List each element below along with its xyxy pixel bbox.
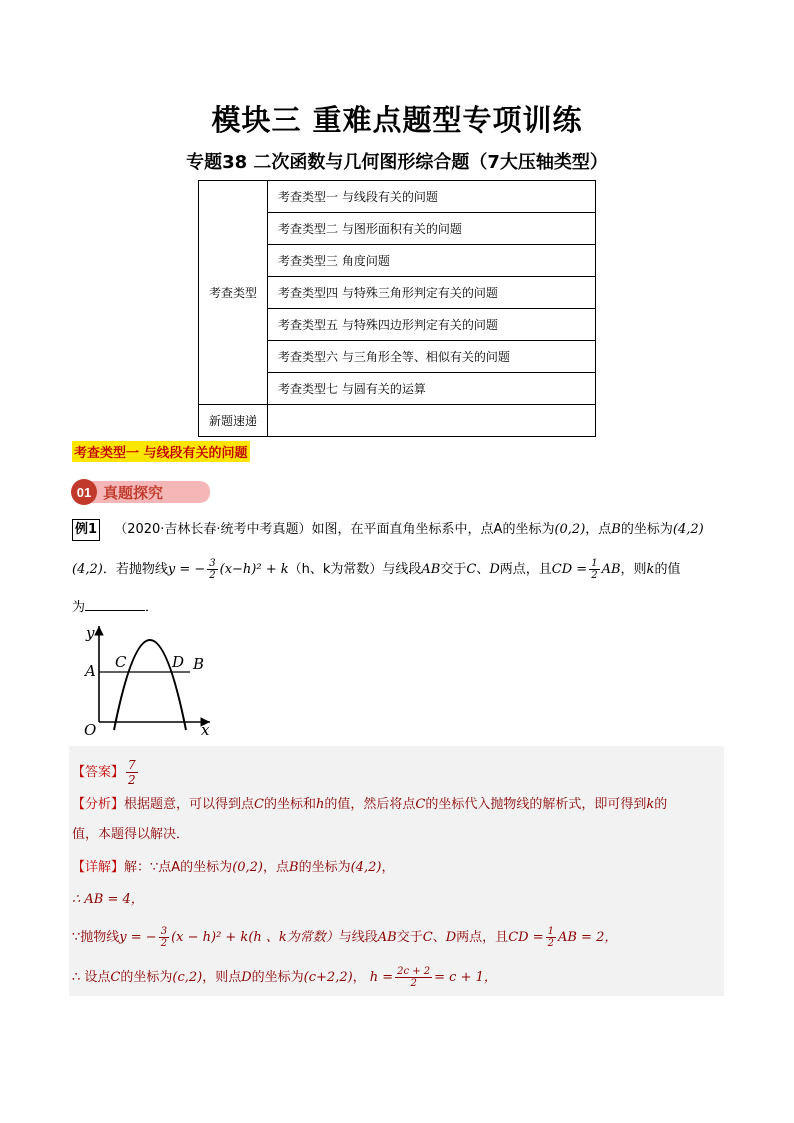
banner-number: 01 [76, 485, 92, 500]
category-label: 考查类型 [199, 181, 268, 405]
parabola-figure [80, 622, 220, 742]
answer-line: 【答案】 $\frac{7}{2}$ [72, 758, 136, 787]
banner-text: 真题探究 [103, 484, 164, 502]
topic-table [198, 180, 596, 437]
origin-label: O [84, 721, 97, 739]
topic-row: 考查类型七 与圆有关的运算 [268, 373, 596, 405]
example-label: 例1 [72, 519, 100, 541]
detail-tag: 【详解】 [72, 860, 125, 875]
detail-line-2: ∴ AB = 4， [72, 892, 144, 907]
topic-row: 考查类型四 与特殊三角形判定有关的问题 [268, 277, 596, 309]
new-value [268, 405, 596, 437]
analysis-line-2: 值，本题得以解决． [72, 827, 190, 842]
topic-row: 考查类型三 角度问题 [268, 245, 596, 277]
point-d-label: D [172, 653, 185, 671]
topic-row: 考查类型六 与三角形全等、相似有关的问题 [268, 341, 596, 373]
topic-row: 考查类型一 与线段有关的问题 [268, 181, 596, 213]
point-a-label: A [85, 662, 96, 680]
point-b-label: B [193, 655, 205, 673]
y-label: y [86, 624, 95, 642]
page-title: 模块三 重难点题型专项训练 [211, 103, 583, 137]
detail-line-4: ∴ 设点C的坐标为(c,2)，则点D的坐标为(c+2,2)， h = $\frac{2c + 2}{2}$ = c + 1， [72, 966, 497, 989]
point-c-label: C [115, 653, 127, 671]
answer-tag: 【答案】 [72, 765, 125, 780]
section-heading: 考查类型一 与线段有关的问题 [72, 441, 250, 462]
detail-line-1: 【详解】解：∵点A的坐标为(0,2)，点B的坐标为(4,2)， [72, 860, 395, 875]
answer-blank [85, 610, 145, 611]
detail-line-3: ∵抛物线y = − $\frac{3}{2}$ (x − h)² + k(h 、k为常数）与线段AB交于C、D两点，且CD = $\frac{1}{2}$ AB = 2， [72, 926, 618, 949]
analysis-line-1: 【分析】根据题意，可以得到点C的坐标和h的值，然后将点C的坐标代入抛物线的解析式，即可得到k的 [72, 797, 668, 812]
example-line-2: (4,2)．若抛物线y = − $\frac{3}{2}$ (x−h)² + k（h、k为常数）与线段AB交于C、D两点，且CD = $\frac{1}{2}$ AB，则k的值 [72, 558, 681, 581]
section-banner [70, 478, 212, 506]
x-label: x [201, 721, 210, 739]
analysis-tag: 【分析】 [72, 797, 125, 812]
example-line-1: 例1 （2020·吉林长春·统考中考真题）如图，在平面直角坐标系中，点A的坐标为(0,2)，点B的坐标为(4,2) [72, 519, 732, 541]
topic-row: 考查类型二 与图形面积有关的问题 [268, 213, 596, 245]
topic-row: 考查类型五 与特殊四边形判定有关的问题 [268, 309, 596, 341]
new-label: 新题速递 [199, 405, 268, 437]
example-line-3: 为 ． [72, 600, 159, 615]
page-subtitle: 专题38 二次函数与几何图形综合题（7大压轴类型） [186, 152, 608, 173]
